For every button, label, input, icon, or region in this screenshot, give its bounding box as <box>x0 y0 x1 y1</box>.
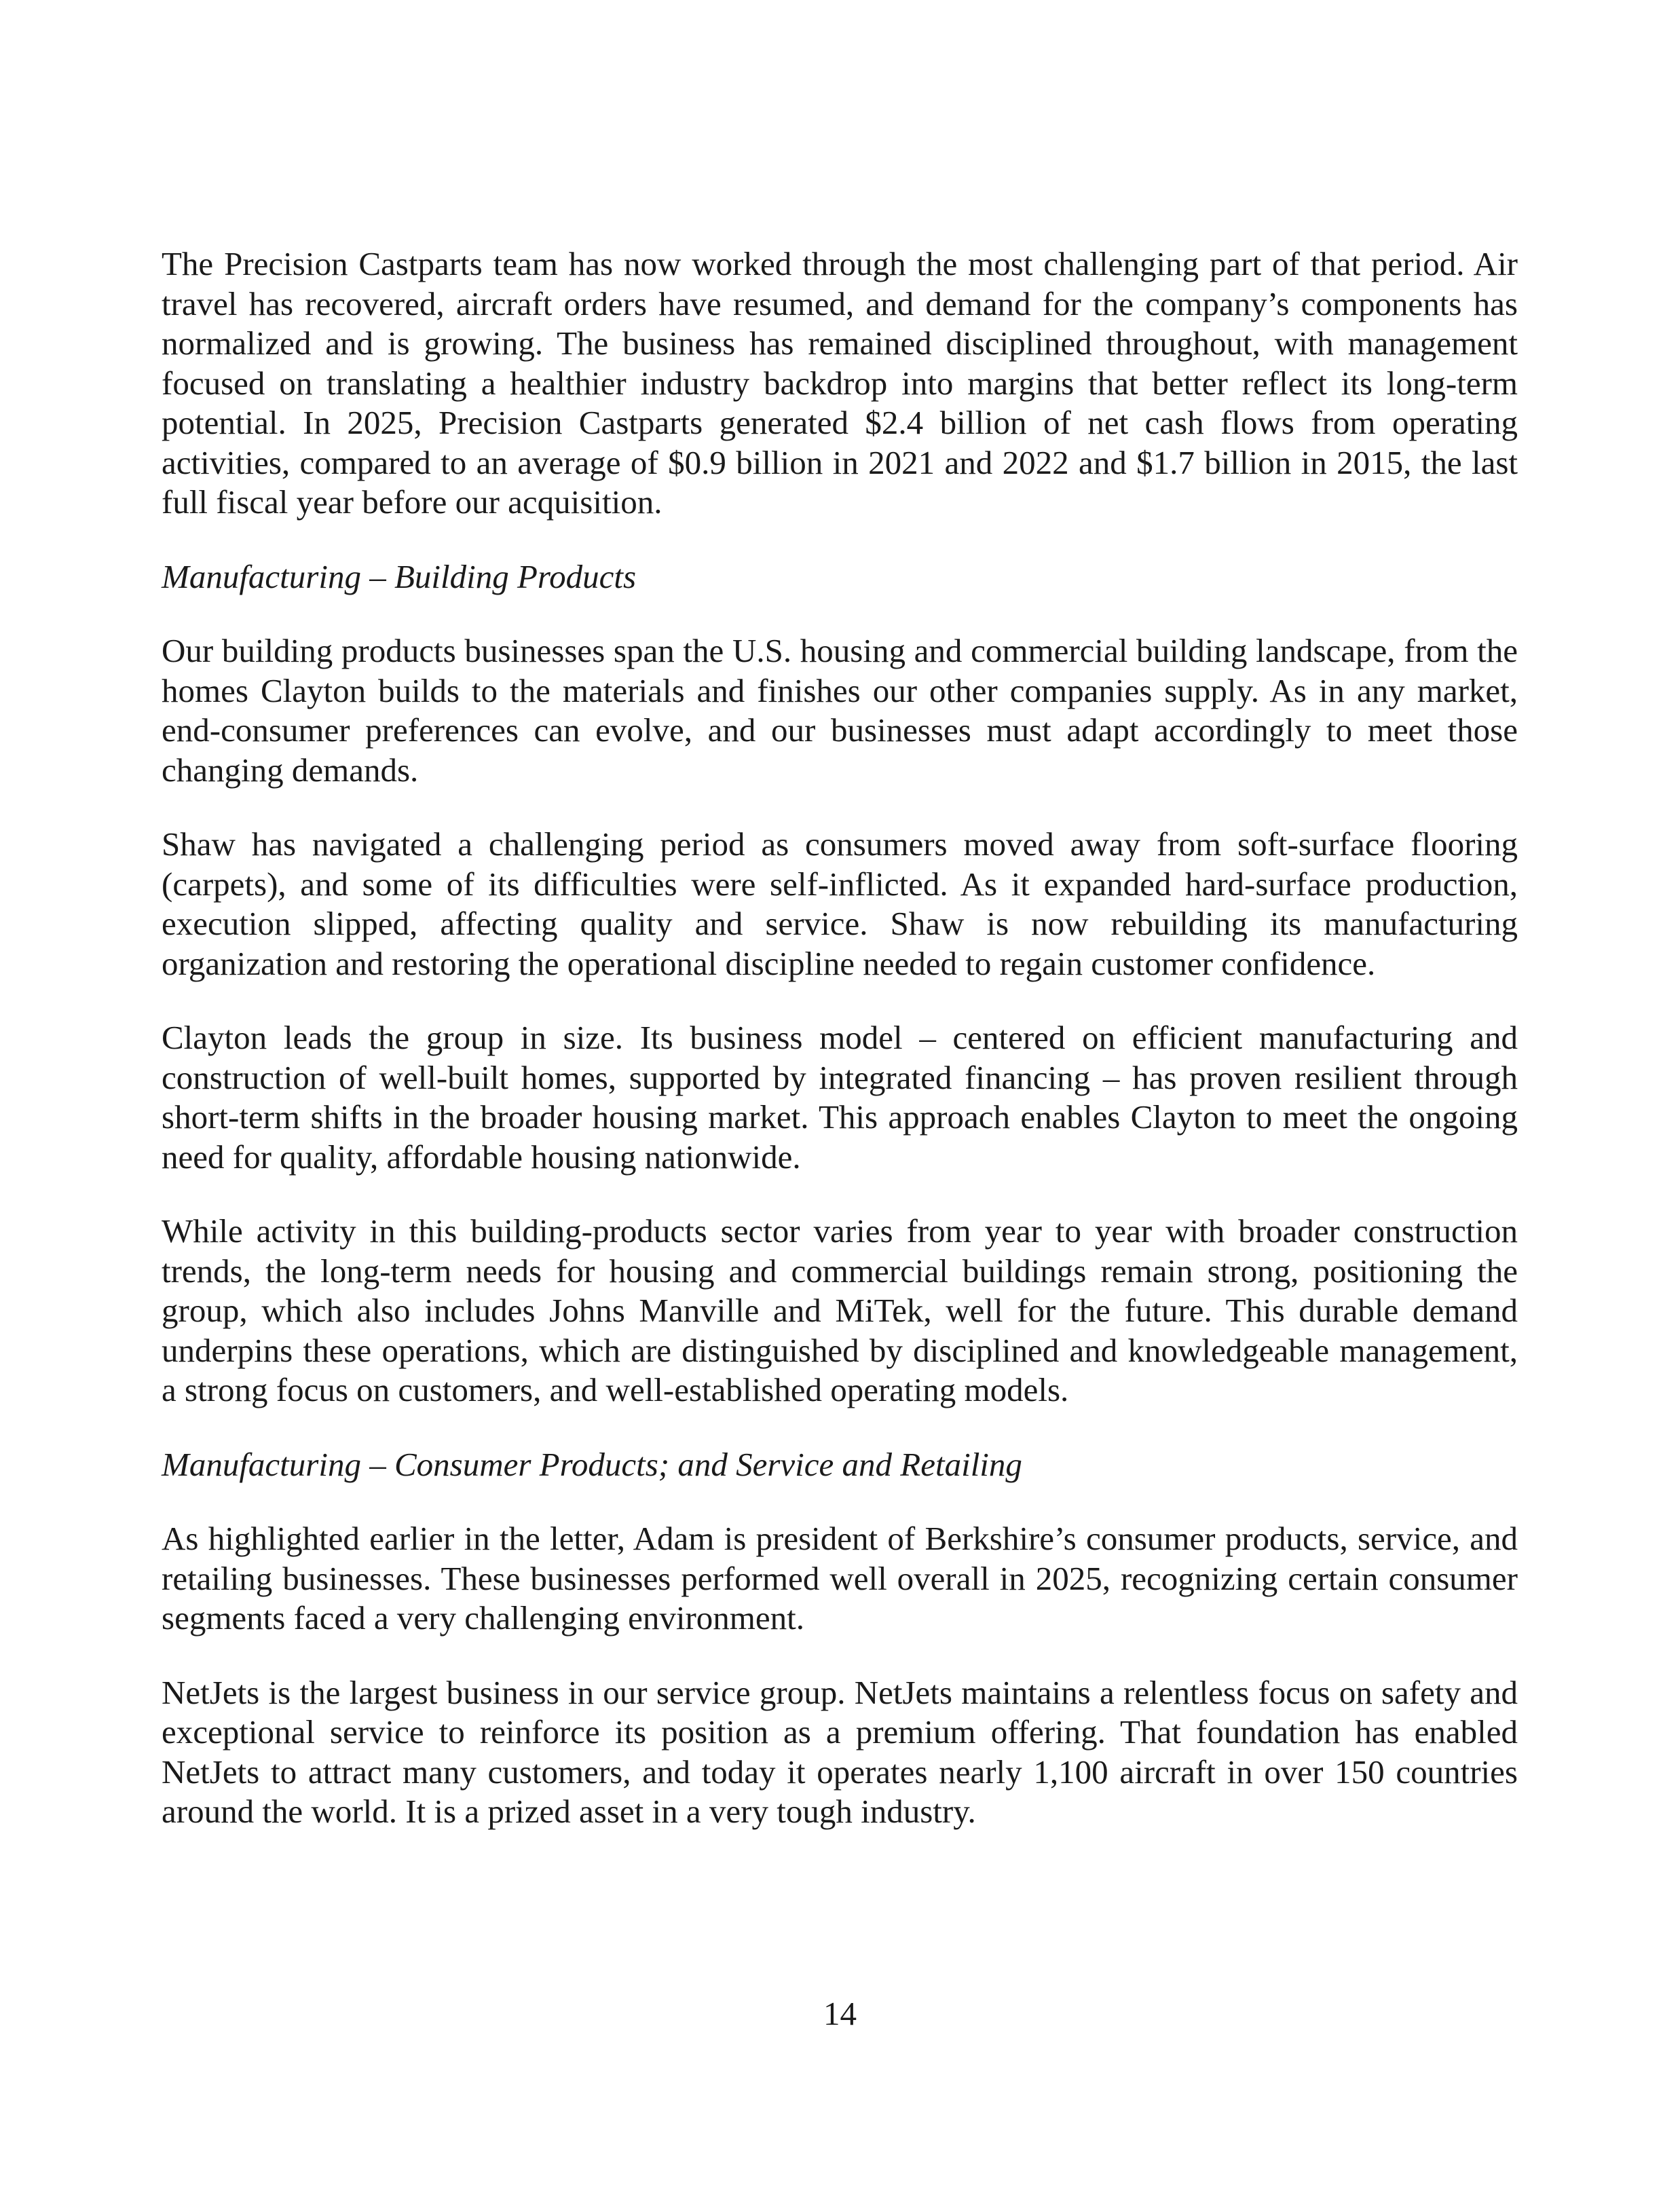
section-heading-building-products: Manufacturing – Building Products <box>162 557 637 595</box>
paragraph-building-products-overview: Our building products businesses span the U.S. housing and commercial building landscape, from the homes Clayton builds to the materials and finishes our other companies supply. As in any market, end-consumer preferences can evolve, and our businesses must adapt accordingly to meet those changing demands. <box>162 632 1518 789</box>
paragraph-clayton: Clayton leads the group in size. Its business model – centered on efficient manufacturing and construction of well-built homes, supported by integrated financing – has proven resilient through short-term shifts in the broader housing market. This approach enables Clayton to meet the ongoing need for quality, affordable housing nationwide. <box>162 1019 1518 1176</box>
section-heading-consumer-products-service-retailing: Manufacturing – Consumer Products; and Service and Retailing <box>162 1445 1022 1483</box>
page-number: 14 <box>823 1995 857 2032</box>
paragraph-shaw: Shaw has navigated a challenging period as consumers moved away from soft-surface flooring (carpets), and some of its difficulties were self-inflicted. As it expanded hard-surface production, execution slipped, affecting quality and service. Shaw is now rebuilding its manufacturing organization and restoring the operational discipline needed to regain customer confidence. <box>162 825 1518 982</box>
paragraph-building-products-sector: While activity in this building-products sector varies from year to year with broader construction trends, the long-term needs for housing and commercial buildings remain strong, positioning the group, which also includes Johns Manville and MiTek, well for the future. This durable demand underpins these operations, which are distinguished by disciplined and knowledgeable management, a strong focus on customers, and well-established operating models. <box>162 1212 1518 1408</box>
paragraph-consumer-products-overview: As highlighted earlier in the letter, Adam is president of Berkshire’s consumer products, service, and retailing businesses. These businesses performed well overall in 2025, recognizing certain consumer segments faced a very challenging environment. <box>162 1520 1518 1636</box>
page-body <box>162 244 1518 1867</box>
paragraph-netjets: NetJets is the largest business in our service group. NetJets maintains a relentless focus on safety and exceptional service to reinforce its position as a premium offering. That foundation has enabled NetJets to attract many customers, and today it operates nearly 1,100 aircraft in over 150 countries around the world. It is a prized asset in a very tough industry. <box>162 1673 1518 1830</box>
paragraph-precision-castparts: The Precision Castparts team has now worked through the most challenging part of that period. Air travel has recovered, aircraft orders have resumed, and demand for the company’s components has normalized and is growing. The business has remained disciplined throughout, with management focused on translating a healthier industry backdrop into margins that better reflect its long-term potential. In 2025, Precision Castparts generated $2.4 billion of net cash flows from operating activities, compared to an average of $0.9 billion in 2021 and 2022 and $1.7 billion in 2015, the last full fiscal year before our acquisition. <box>162 245 1518 521</box>
